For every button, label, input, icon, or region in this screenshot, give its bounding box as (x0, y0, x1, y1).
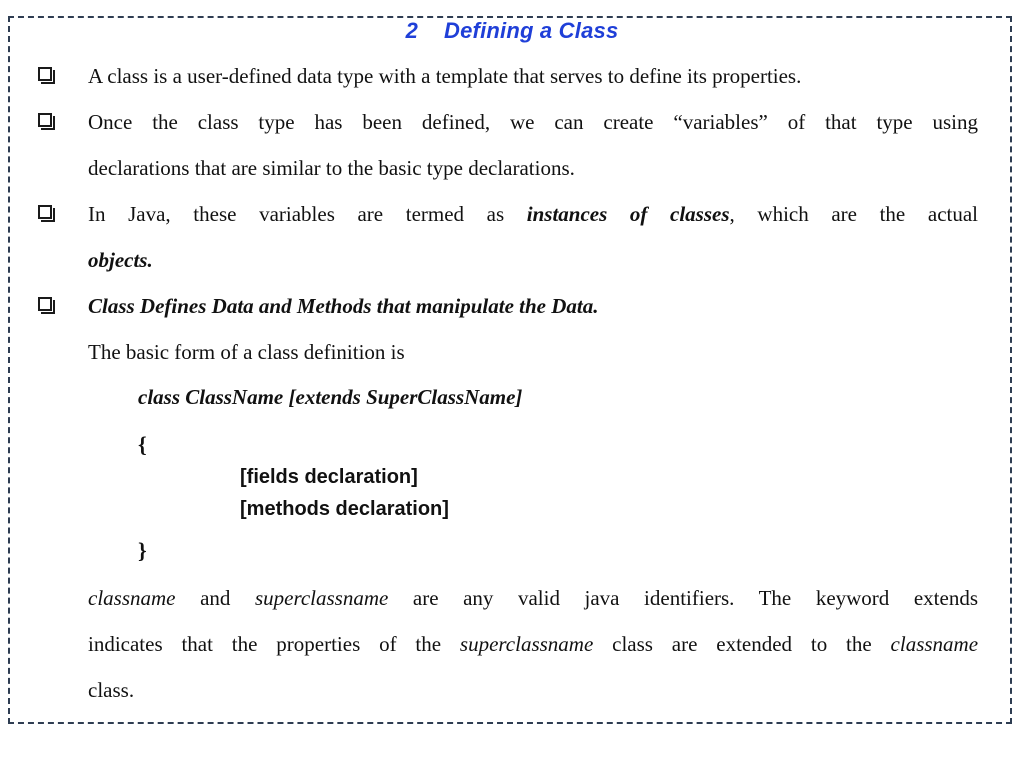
explanation-classname-2: classname (890, 632, 979, 656)
explanation-rest: are any valid java identifiers. The keyword extends (412, 586, 979, 610)
explanation-line-1 (88, 585, 978, 611)
explanation-superclassname: superclassname (254, 586, 389, 610)
checkbox-bullet-icon (38, 113, 52, 127)
bullet-3-line-2 (88, 247, 978, 273)
bullet-2-line-1: Once the class type has been defined, we can create “variables” of that type using (88, 110, 978, 134)
explanation-line-3: class. (88, 678, 135, 702)
bullet-3-line-1 (88, 201, 978, 227)
fields-declaration: [fields declaration] (240, 466, 418, 488)
bullet-3-objects: objects. (88, 248, 153, 272)
section-number: 2 (405, 18, 419, 43)
open-brace: { (138, 432, 147, 457)
explanation-pre: indicates that the properties of the (88, 632, 442, 656)
explanation-superclassname-2: superclassname (459, 632, 594, 656)
explanation-line-2 (88, 631, 978, 657)
methods-declaration: [methods declaration] (240, 498, 449, 520)
checkbox-bullet-icon (38, 205, 52, 219)
checkbox-bullet-icon (38, 297, 52, 311)
slide-title (0, 18, 1024, 44)
explanation-and: and (200, 586, 231, 610)
close-brace: } (138, 538, 147, 563)
checkbox-bullet-icon (38, 67, 52, 81)
bullet-4-emphasis: Class Defines Data and Methods that manipulate the Data. (88, 294, 599, 318)
class-signature: class ClassName [extends SuperClassName] (138, 385, 523, 409)
title-text: Defining a Class (444, 18, 619, 43)
bullet-3-emphasis: instances of classes (526, 202, 730, 226)
bullet-3-post: , which are the actual (729, 202, 979, 226)
bullet-1-text: A class is a user-defined data type with a template that serves to define its properties. (88, 64, 802, 88)
bullet-2-line-2: declarations that are similar to the basic type declarations. (88, 156, 575, 180)
form-intro: The basic form of a class definition is (88, 340, 405, 364)
bullet-4-text (88, 293, 978, 319)
bullet-3-pre: In Java, these variables are termed as (88, 202, 505, 226)
explanation-mid: class are extended to the (612, 632, 872, 656)
explanation-classname: classname (88, 586, 176, 610)
